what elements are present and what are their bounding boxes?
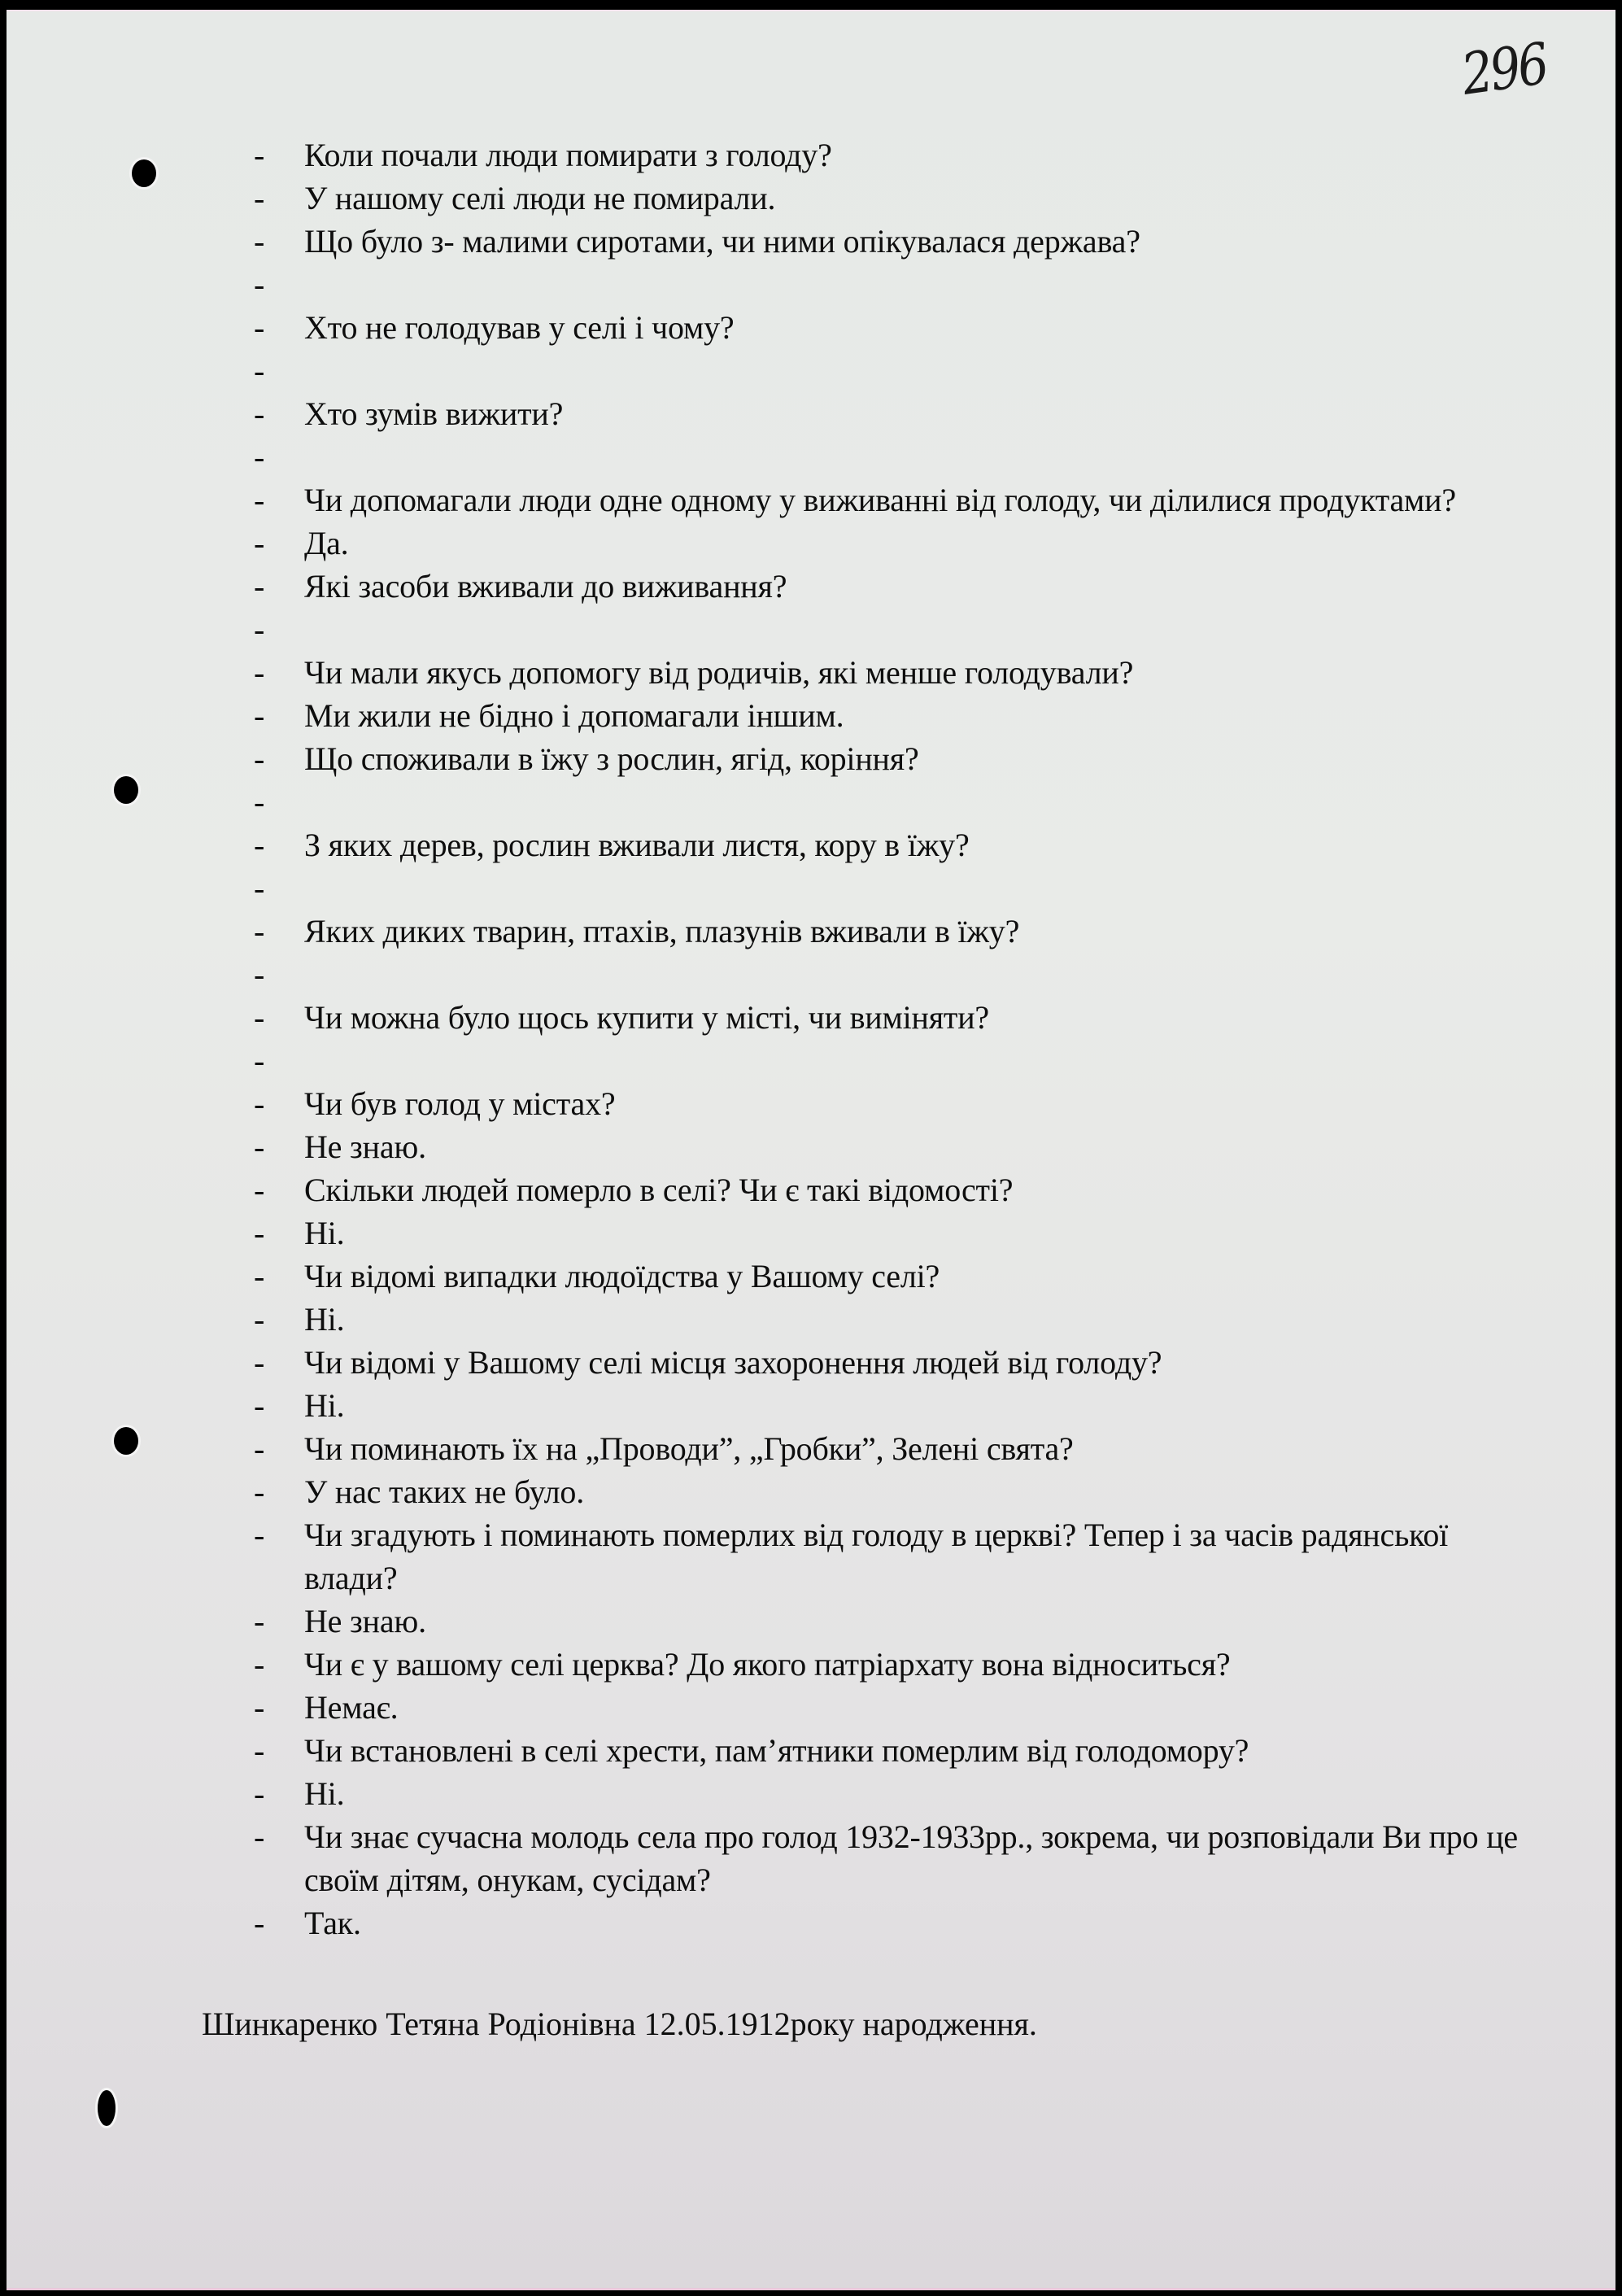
answer-text: Ми жили не бідно і допомагали іншим. xyxy=(304,697,844,734)
dash-bullet: - xyxy=(254,1818,265,1855)
dash-bullet: - xyxy=(254,1430,265,1467)
punch-hole-icon xyxy=(98,2090,116,2126)
dash-bullet: - xyxy=(254,1128,265,1165)
dash-bullet: - xyxy=(254,999,265,1036)
answer-text xyxy=(304,780,1520,823)
interview-question xyxy=(251,306,1520,349)
interview-question xyxy=(251,910,1520,953)
interview-question xyxy=(251,1082,1520,1125)
interview-question xyxy=(251,1513,1520,1600)
punch-hole-icon xyxy=(132,159,156,187)
dash-bullet: - xyxy=(254,1689,265,1726)
question-text: Які засоби вживали до виживання? xyxy=(304,568,787,605)
dash-bullet: - xyxy=(254,309,265,346)
dash-bullet: - xyxy=(254,1905,265,1941)
dash-bullet: - xyxy=(254,784,265,820)
dash-bullet: - xyxy=(254,1172,265,1208)
dash-bullet: - xyxy=(254,482,265,518)
dash-bullet: - xyxy=(254,611,265,648)
dash-bullet: - xyxy=(254,180,265,216)
dash-bullet: - xyxy=(254,1301,265,1338)
question-text: Коли почали люди помирати з голоду? xyxy=(304,137,832,173)
question-text: Хто не голодував у селі і чому? xyxy=(304,309,735,346)
interview-qa-list xyxy=(251,133,1520,1945)
dash-bullet: - xyxy=(254,525,265,561)
interview-question xyxy=(251,1643,1520,1686)
answer-text xyxy=(304,866,1520,910)
answer-text: Немає. xyxy=(304,1689,399,1726)
question-text: Чи був голод у містах? xyxy=(304,1085,616,1122)
dash-bullet: - xyxy=(254,956,265,993)
question-text: Чи відомі випадки людоїдства у Вашому селі? xyxy=(304,1258,940,1294)
dash-bullet: - xyxy=(254,827,265,863)
interview-question xyxy=(251,478,1520,522)
interview-answer xyxy=(251,349,1520,392)
dash-bullet: - xyxy=(254,1517,265,1553)
question-text: Чи поминають їх на „Проводи”, „Гробки”, Зелені свята? xyxy=(304,1430,1074,1467)
handwritten-folio-number: 296 xyxy=(1457,30,1550,108)
question-text: Що було з- малими сиротами, чи ними опікувалася держава? xyxy=(304,223,1140,260)
interview-answer xyxy=(251,1686,1520,1729)
dash-bullet: - xyxy=(254,1344,265,1381)
interview-answer xyxy=(251,1901,1520,1945)
answer-text: Не знаю. xyxy=(304,1603,426,1639)
answer-text: Ні. xyxy=(304,1301,345,1338)
dash-bullet: - xyxy=(254,654,265,691)
punch-hole-icon xyxy=(114,776,138,804)
interview-answer xyxy=(251,1470,1520,1513)
interview-answer xyxy=(251,522,1520,565)
interview-question xyxy=(251,392,1520,435)
interview-answer xyxy=(251,1125,1520,1168)
interview-answer xyxy=(251,780,1520,823)
answer-text xyxy=(304,953,1520,996)
dash-bullet: - xyxy=(254,697,265,734)
dash-bullet: - xyxy=(254,1732,265,1769)
interview-answer xyxy=(251,694,1520,737)
interview-answer xyxy=(251,177,1520,220)
dash-bullet: - xyxy=(254,870,265,906)
question-text: Чи мали якусь допомогу від родичів, які менше голодували? xyxy=(304,654,1134,691)
interview-question xyxy=(251,565,1520,608)
question-text: Хто зумів вижити? xyxy=(304,395,564,432)
question-text: Чи є у вашому селі церква? До якого патріархату вона відноситься? xyxy=(304,1646,1231,1683)
interview-question xyxy=(251,1168,1520,1211)
answer-text: Не знаю. xyxy=(304,1128,426,1165)
interview-answer xyxy=(251,608,1520,651)
interview-question xyxy=(251,1341,1520,1384)
answer-text xyxy=(304,435,1520,478)
dash-bullet: - xyxy=(254,1646,265,1683)
answer-text xyxy=(304,1039,1520,1082)
question-text: Чи допомагали люди одне одному у виживанні від голоду, чи ділилися продуктами? xyxy=(304,482,1456,518)
interview-answer xyxy=(251,1298,1520,1341)
interview-question xyxy=(251,737,1520,780)
dash-bullet: - xyxy=(254,1603,265,1639)
answer-text xyxy=(304,608,1520,651)
interview-question xyxy=(251,651,1520,694)
answer-text: Ні. xyxy=(304,1775,345,1812)
answer-text xyxy=(304,263,1520,306)
dash-bullet: - xyxy=(254,1215,265,1251)
question-text: Скільки людей померло в селі? Чи є такі відомості? xyxy=(304,1172,1014,1208)
dash-bullet: - xyxy=(254,1085,265,1122)
dash-bullet: - xyxy=(254,1775,265,1812)
dash-bullet: - xyxy=(254,137,265,173)
interview-answer xyxy=(251,1772,1520,1815)
interview-question xyxy=(251,1815,1520,1901)
question-text: Чи знає сучасна молодь села про голод 1932-1933рр., зокрема, чи розповідали Ви про це своїм дітям, онукам, сусідам? xyxy=(304,1818,1518,1898)
respondent-signature-line: Шинкаренко Тетяна Родіонівна 12.05.1912року народження. xyxy=(202,2006,1037,2042)
interview-question xyxy=(251,1729,1520,1772)
dash-bullet: - xyxy=(254,223,265,260)
question-text: Чи можна було щось купити у місті, чи виміняти? xyxy=(304,999,989,1036)
dash-bullet: - xyxy=(254,395,265,432)
question-text: Яких диких тварин, птахів, плазунів вживали в їжу? xyxy=(304,913,1020,949)
answer-text xyxy=(304,349,1520,392)
dash-bullet: - xyxy=(254,1473,265,1510)
interview-question xyxy=(251,996,1520,1039)
interview-answer xyxy=(251,1211,1520,1255)
dash-bullet: - xyxy=(254,1042,265,1079)
answer-text: Ні. xyxy=(304,1387,345,1424)
dash-bullet: - xyxy=(254,1258,265,1294)
interview-question xyxy=(251,1427,1520,1470)
answer-text: У нашому селі люди не помирали. xyxy=(304,180,776,216)
question-text: Чи встановлені в селі хрести, пам’ятники померлим від голодомору? xyxy=(304,1732,1249,1769)
answer-text: Так. xyxy=(304,1905,361,1941)
question-text: З яких дерев, рослин вживали листя, кору в їжу? xyxy=(304,827,970,863)
interview-answer xyxy=(251,953,1520,996)
interview-answer xyxy=(251,866,1520,910)
question-text: Чи відомі у Вашому селі місця захоронення людей від голоду? xyxy=(304,1344,1162,1381)
question-text: Чи згадують і поминають померлих від голоду в церкві? Тепер і за часів радянської влади? xyxy=(304,1517,1449,1596)
dash-bullet: - xyxy=(254,740,265,777)
interview-answer xyxy=(251,1600,1520,1643)
interview-answer xyxy=(251,1384,1520,1427)
dash-bullet: - xyxy=(254,439,265,475)
answer-text: Да. xyxy=(304,525,349,561)
question-text: Що споживали в їжу з рослин, ягід, коріння? xyxy=(304,740,919,777)
interview-answer xyxy=(251,435,1520,478)
interview-question xyxy=(251,823,1520,866)
dash-bullet: - xyxy=(254,266,265,303)
dash-bullet: - xyxy=(254,913,265,949)
interview-question xyxy=(251,133,1520,177)
interview-question xyxy=(251,220,1520,263)
dash-bullet: - xyxy=(254,568,265,605)
punch-hole-icon xyxy=(114,1427,138,1455)
interview-answer xyxy=(251,1039,1520,1082)
dash-bullet: - xyxy=(254,352,265,389)
document-page xyxy=(7,10,1615,2290)
interview-answer xyxy=(251,263,1520,306)
dash-bullet: - xyxy=(254,1387,265,1424)
answer-text: У нас таких не було. xyxy=(304,1473,584,1510)
answer-text: Ні. xyxy=(304,1215,345,1251)
interview-question xyxy=(251,1255,1520,1298)
